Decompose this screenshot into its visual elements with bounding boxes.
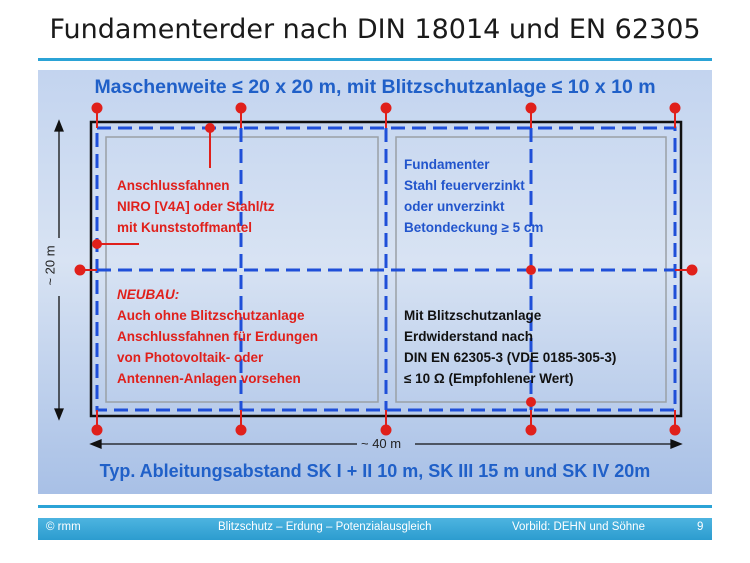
terminal-bottom-2: [237, 426, 246, 435]
footer-page-number: 9: [697, 521, 704, 533]
height-dimension-label: ~ 20 m: [42, 245, 58, 286]
height-arrow-bottom: [55, 409, 63, 419]
width-dimension-label: ~ 40 m: [361, 436, 402, 451]
slide-title: Fundamenterder nach DIN 18014 und EN 62305: [49, 14, 701, 45]
terminal-top-4: [527, 104, 536, 113]
foundation-note: Fundamenter Stahl feuerverzinkt oder unverzinkt Betondeckung ≥ 5 cm: [404, 157, 544, 235]
downconductor-spacing-text: Typ. Ableitungsabstand SK I + II 10 m, SK III 15 m und SK IV 20m: [99, 461, 651, 481]
terminal-bottom-5: [671, 426, 680, 435]
terminal-inner-top: [206, 124, 214, 132]
terminal-bottom-3: [382, 426, 391, 435]
height-dimension: [42, 238, 68, 296]
terminal-right: [688, 266, 697, 275]
terminal-mid-junction: [527, 266, 535, 274]
terminal-top-2: [237, 104, 246, 113]
footer-source: Vorbild: DEHN und Söhne: [512, 521, 645, 533]
terminal-left: [76, 266, 85, 275]
width-arrow-right: [671, 440, 681, 448]
terminal-bottom-4: [527, 426, 536, 435]
resistance-note: Mit Blitzschutzanlage Erdwiderstand nach DIN EN 62305-3 (VDE 0185-305-3) ≤ 10 Ω (Empfohlener Wert): [404, 308, 617, 386]
footer-topic: Blitzschutz – Erdung – Potenzialausgleich: [218, 521, 432, 533]
mesh-size-headline: Maschenweite ≤ 20 x 20 m, mit Blitzschutzanlage ≤ 10 x 10 m: [94, 76, 656, 98]
height-arrow-top: [55, 121, 63, 131]
neubau-note: NEUBAU: Auch ohne Blitzschutzanlage Anschlussfahnen für Erdungen von Photovoltaik- oder Antennen-Anlagen vorsehen: [117, 287, 319, 386]
terminal-top-3: [382, 104, 391, 113]
width-arrow-left: [91, 440, 101, 448]
terminal-bottom-1: [93, 426, 102, 435]
terminal-top-5: [671, 104, 680, 113]
terminal-inner-bottom: [527, 398, 535, 406]
terminal-inner-left: [93, 240, 101, 248]
connection-note: Anschlussfahnen NIRO [V4A] oder Stahl/tz mit Kunststoffmantel: [117, 178, 275, 235]
footer-copyright: © rmm: [46, 521, 81, 533]
terminal-top-1: [93, 104, 102, 113]
footer-divider: [38, 505, 712, 508]
